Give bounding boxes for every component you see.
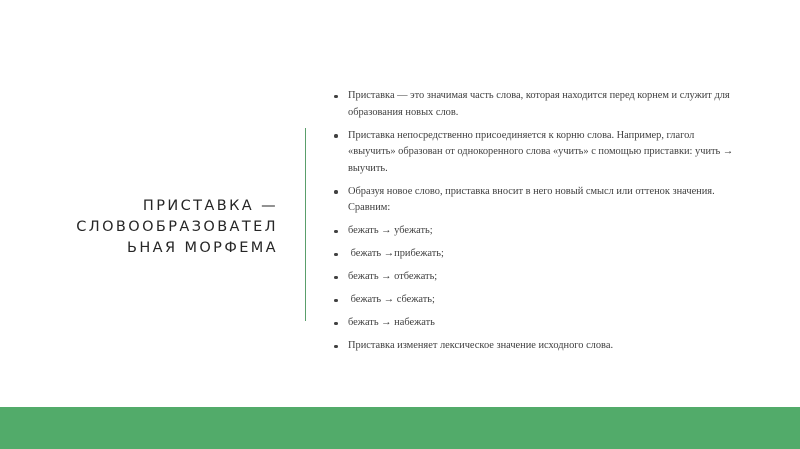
slide-title-line: СЛОВООБРАЗОВАТЕЛ bbox=[76, 219, 278, 235]
bullet-dot-icon bbox=[334, 134, 338, 138]
slide-title-line: ЬНАЯ МОРФЕМА bbox=[127, 240, 278, 256]
bullet-dot-icon bbox=[334, 276, 338, 280]
bullet-dot-icon bbox=[334, 95, 338, 99]
bullet-item bbox=[334, 184, 734, 217]
bullet-text: бежать → сбежать; bbox=[348, 294, 435, 305]
bullet-text: бежать → убежать; bbox=[348, 225, 433, 236]
bullet-text: Приставка непосредственно присоединяется к корню слова. Например, глагол «выучить» образован от однокоренного слова «учить» с помощью приставки: учить → выучить. bbox=[348, 129, 734, 174]
bullet-text: Приставка — это значимая часть слова, которая находится перед корнем и служит для образования новых слов. bbox=[348, 90, 730, 118]
bullet-dot-icon bbox=[334, 299, 338, 303]
bullet-item bbox=[334, 292, 734, 309]
bullet-text: Приставка изменяет лексическое значение исходного слова. bbox=[348, 340, 614, 351]
bullet-text: бежать → отбежать; bbox=[348, 271, 438, 282]
slide-title-line: ПРИСТАВКА — bbox=[142, 198, 278, 214]
bullet-text: бежать →прибежать; bbox=[348, 248, 444, 259]
bullet-dot-icon bbox=[334, 322, 338, 326]
bullet-dot-icon bbox=[334, 345, 338, 349]
bullet-item bbox=[334, 88, 734, 121]
slide-title bbox=[20, 196, 278, 259]
bullet-item bbox=[334, 223, 734, 240]
bullet-dot-icon bbox=[334, 190, 338, 194]
bullet-dot-icon bbox=[334, 230, 338, 234]
bullet-item bbox=[334, 338, 734, 355]
bullet-item bbox=[334, 246, 734, 263]
bullet-item bbox=[334, 315, 734, 332]
bullet-item bbox=[334, 128, 734, 178]
vertical-divider bbox=[305, 128, 306, 321]
bullet-text: бежать → набежать bbox=[348, 317, 435, 328]
bullet-text: Образуя новое слово, приставка вносит в него новый смысл или оттенок значения. Сравним: bbox=[348, 185, 715, 213]
bullet-list bbox=[334, 88, 734, 361]
footer-accent-bar bbox=[0, 407, 800, 449]
bullet-item bbox=[334, 269, 734, 286]
bullet-dot-icon bbox=[334, 253, 338, 257]
